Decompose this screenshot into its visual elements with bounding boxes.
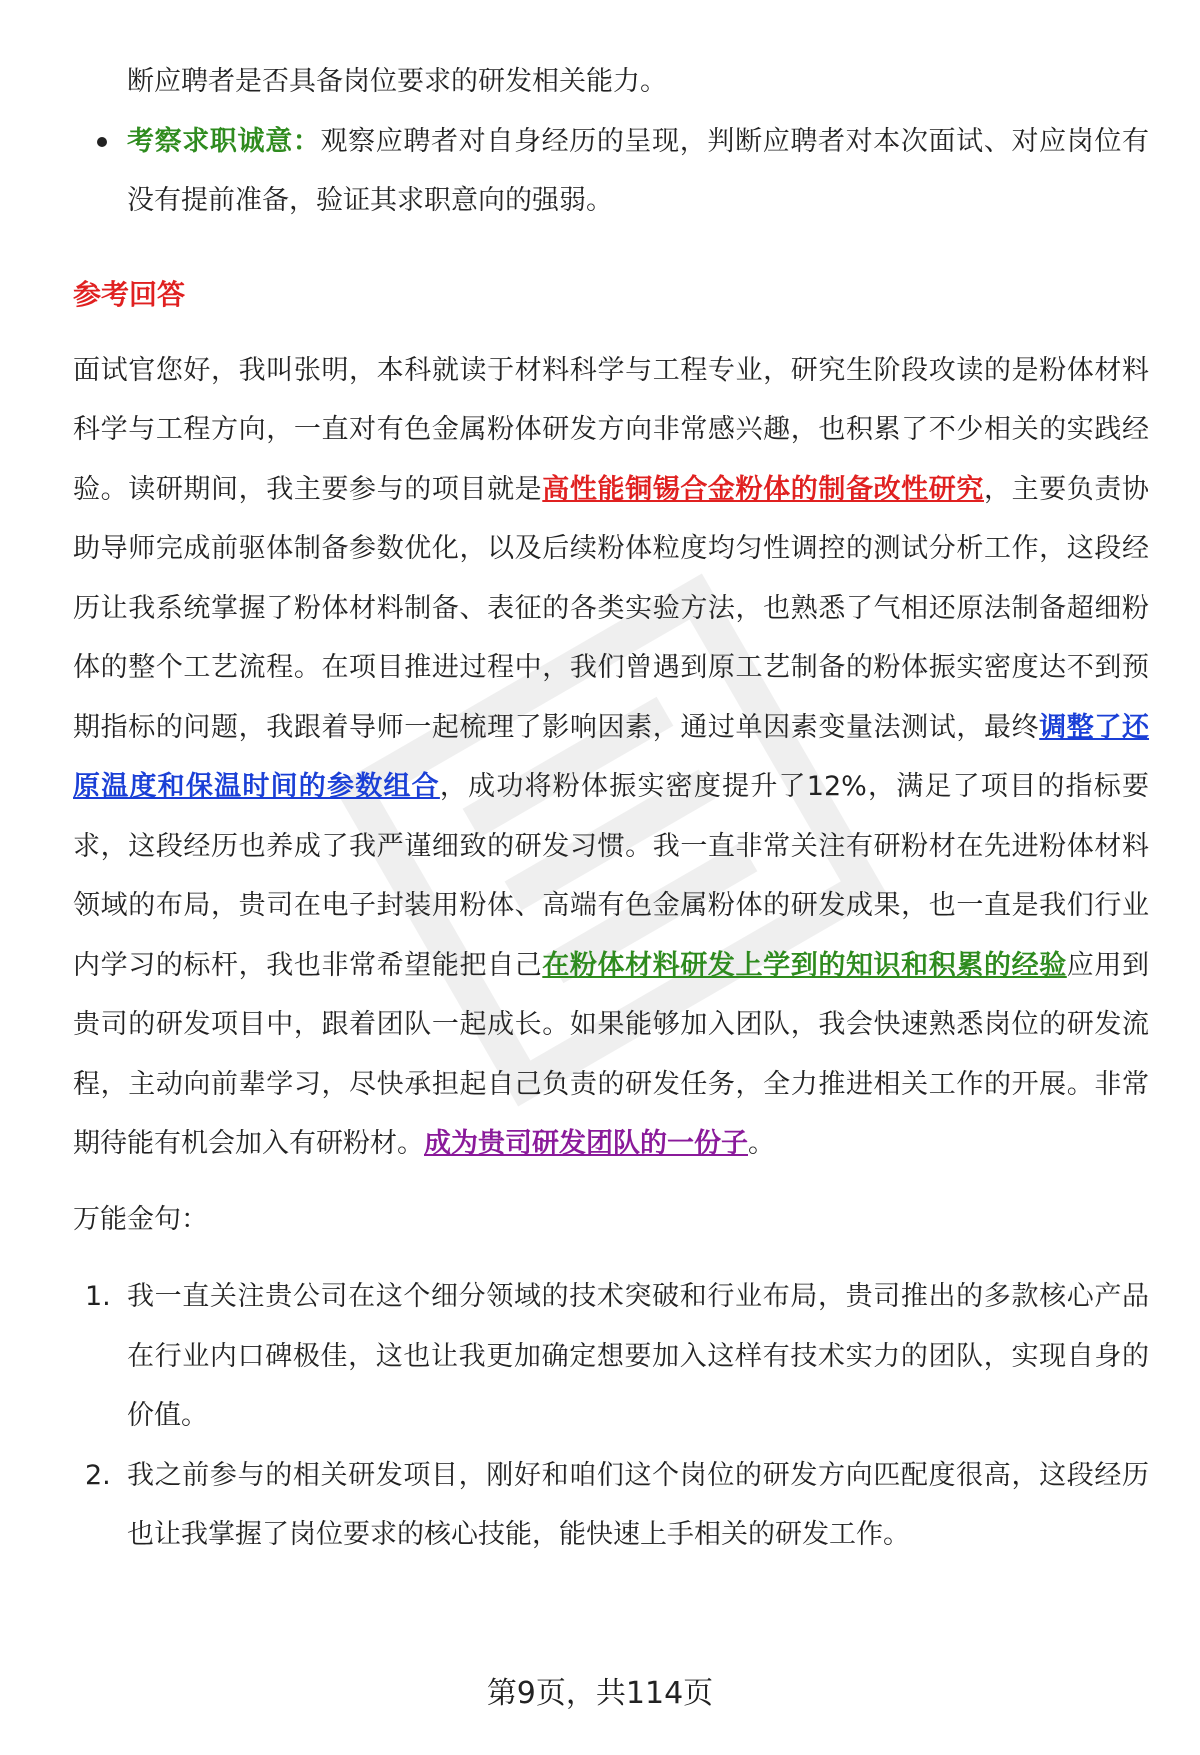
golden-item-2 <box>73 1446 1149 1565</box>
answer-text-4: 应用到贵司的研发项目中，跟着团队一起成长。如果能够加入团队，我会快速熟悉岗位的研发流程，主动向前辈学习，尽快承担起自己负责的研发任务，全力推进相关工作的开展。非常期待能有机会加入有研粉材。 <box>73 949 1150 1159</box>
bullet-label: 考察求职诚意： <box>127 125 321 157</box>
golden-item-text: 我之前参与的相关研发项目，刚好和咱们这个岗位的研发方向匹配度很高，这段经历也让我掌握了岗位要求的核心技能，能快速上手相关的研发工作。 <box>127 1459 1149 1550</box>
golden-item-1 <box>73 1267 1149 1446</box>
intro-continuation <box>73 52 1149 112</box>
answer-highlight-experience: 在粉体材料研发上学到的知识和积累的经验 <box>542 949 1067 981</box>
list-number: 2. <box>85 1459 111 1491</box>
golden-title: 万能金句： <box>73 1203 208 1235</box>
answer-highlight-team: 成为贵司研发团队的一份子 <box>424 1128 748 1159</box>
answer-text-1: 面试官您好，我叫张明，本科就读于材料科学与工程专业，研究生阶段攻读的是粉体材料科学与工程方向，一直对有色金属粉体研发方向非常感兴趣，也积累了不少相关的实践经验。读研期间，我主要参与的项目就是 <box>73 354 1149 505</box>
bullet-text: 观察应聘者对自身经历的呈现，判断应聘者对本次面试、对应岗位有没有提前准备，验证其求职意向的强弱。 <box>127 125 1150 216</box>
answer-text-3: ，成功将粉体振实密度提升了12%，满足了项目的指标要求，这段经历也养成了我严谨细致的研发习惯。我一直非常关注有研粉材在先进粉体材料领域的布局，贵司在电子封装用粉体、高端有色金属粉体的研发成果，也一直是我们行业内学习的标杆，我也非常希望能把自己 <box>73 771 1150 981</box>
list-number: 1. <box>85 1281 111 1312</box>
bullet-paragraph <box>127 112 1149 231</box>
answer-highlight-project: 高性能铜锡合金粉体的制备改性研究 <box>542 473 984 505</box>
page-content <box>73 52 1149 1565</box>
answer-text-2: ，主要负责协助导师完成前驱体制备参数优化，以及后续粉体粒度均匀性调控的测试分析工作，这段经历让我系统掌握了粉体材料制备、表征的各类实验方法，也熟悉了气相还原法制备超细粉体的整个工艺流程。在项目推进过程中，我们曾遇到原工艺制备的粉体振实密度达不到预期指标的问题，我跟着导师一起梳理了影响因素，通过单因素变量法测试，最终 <box>73 473 1150 743</box>
answer-highlight-parameters: 调整了还原温度和保温时间的参数组合 <box>73 711 1150 802</box>
golden-item-text: 我一直关注贵公司在这个细分领域的技术突破和行业布局，贵司推出的多款核心产品在行业内口碑极佳，这也让我更加确定想要加入这样有技术实力的团队，实现自身的价值。 <box>127 1281 1149 1431</box>
bullet-icon <box>97 137 107 147</box>
bullet-item <box>73 112 1149 231</box>
page-footer: 第9页，共114页 <box>486 1676 714 1711</box>
answer-paragraph <box>73 341 1149 1174</box>
section-title: 参考回答 <box>73 277 186 311</box>
intro-tail-text: 断应聘者是否具备岗位要求的研发相关能力。 <box>127 66 667 97</box>
answer-text-5: 。 <box>748 1128 775 1159</box>
